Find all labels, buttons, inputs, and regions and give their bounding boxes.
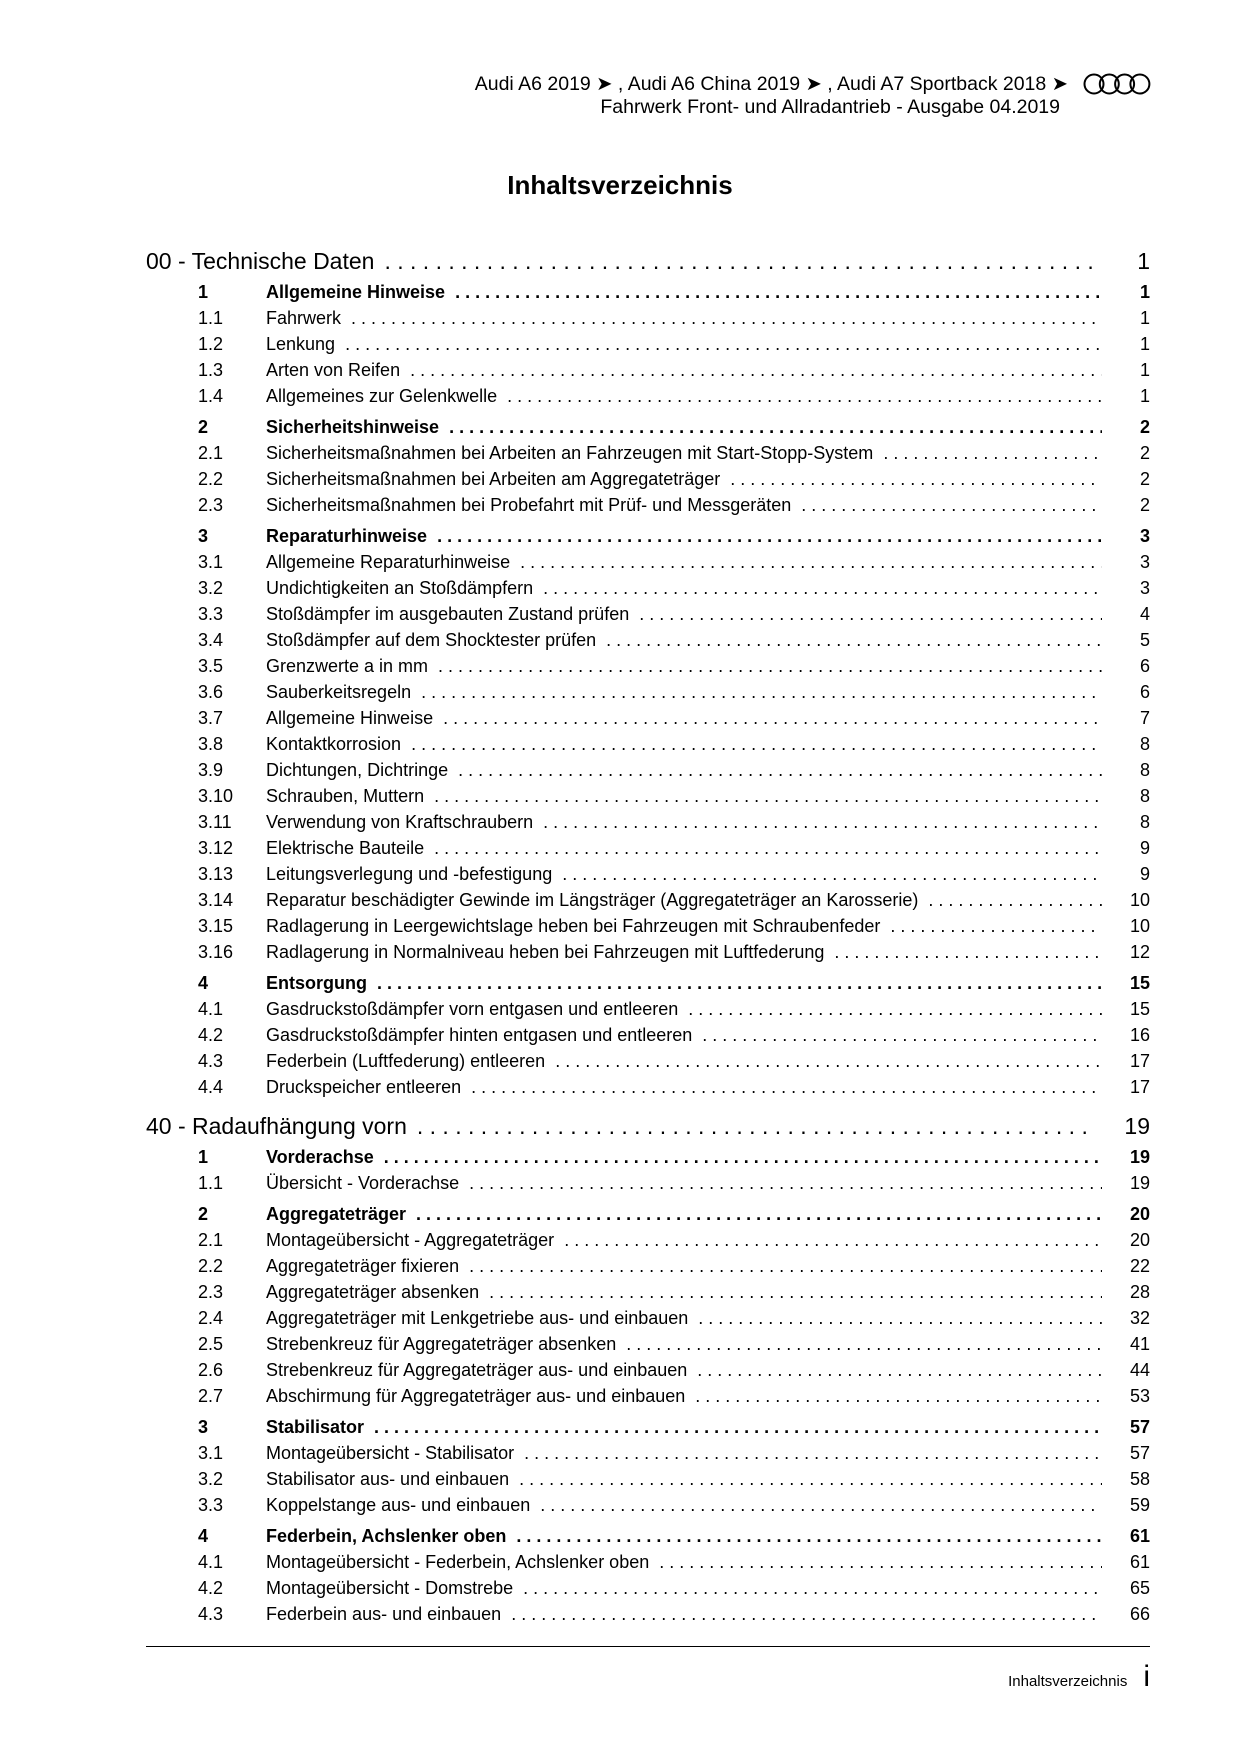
toc-chapter-page: 19: [1124, 1113, 1150, 1139]
toc-subsection-page: 3: [1139, 552, 1150, 572]
toc-section-entry[interactable]: [146, 1201, 1150, 1227]
toc-subsection-number: 3.12: [198, 838, 234, 858]
toc-subsection-page: 2: [1139, 443, 1150, 463]
toc-subsection-page: 6: [1139, 682, 1150, 702]
toc-subsection-page: 12: [1129, 942, 1150, 962]
toc-leader-dots: [455, 279, 1102, 305]
toc-subsection-page: 19: [1129, 1173, 1150, 1193]
toc-subsection-title: Sicherheitsmaßnahmen bei Probefahrt mit Prüf- und Messgeräten: [266, 495, 792, 515]
toc-subsection-title: Montageübersicht - Domstrebe: [266, 1578, 514, 1598]
toc-subsection-number: 2.6: [198, 1360, 224, 1380]
toc-subsection-title: Elektrische Bauteile: [266, 838, 425, 858]
toc-subsection-page: 7: [1139, 708, 1150, 728]
toc-leader-dots: [626, 1331, 1102, 1357]
toc-leader-dots: [520, 549, 1102, 575]
toc-subsection-title: Gasdruckstoßdämpfer hinten entgasen und entleeren: [266, 1025, 693, 1045]
toc-leader-dots: [489, 1279, 1102, 1305]
toc-subsection-title: Stoßdämpfer auf dem Shocktester prüfen: [266, 630, 597, 650]
toc-subsection-page: 59: [1129, 1495, 1150, 1515]
toc-leader-dots: [507, 383, 1102, 409]
toc-subsection-page: 10: [1129, 916, 1150, 936]
toc-subsection-title: Sicherheitsmaßnahmen bei Arbeiten am Aggregateträger: [266, 469, 721, 489]
toc-leader-dots: [562, 861, 1102, 887]
toc-subsection-entry[interactable]: [146, 383, 1150, 409]
toc-section-title: Allgemeine Hinweise: [266, 282, 446, 302]
toc-subsection-page: 1: [1139, 386, 1150, 406]
toc-subsection-number: 4.2: [198, 1578, 224, 1598]
toc-leader-dots: [449, 414, 1102, 440]
toc-section-page: 1: [1139, 282, 1150, 302]
toc-subsection-number: 1.4: [198, 386, 224, 406]
toc-subsection-page: 6: [1139, 656, 1150, 676]
toc-section-number: 1: [198, 1147, 209, 1167]
toc-subsection-page: 1: [1139, 360, 1150, 380]
toc-leader-dots: [437, 523, 1102, 549]
toc-subsection-entry[interactable]: [146, 913, 1150, 939]
toc-subsection-page: 15: [1129, 999, 1150, 1019]
toc-leader-dots: [345, 331, 1102, 357]
toc-section-number: 2: [198, 1204, 209, 1224]
toc-subsection-number: 3.3: [198, 604, 224, 624]
toc-leader-dots: [883, 440, 1102, 466]
toc-subsection-page: 61: [1129, 1552, 1150, 1572]
toc-section-page: 15: [1129, 973, 1150, 993]
toc-section-page: 57: [1129, 1417, 1150, 1437]
toc-subsection-page: 10: [1129, 890, 1150, 910]
toc-subsection-title: Sicherheitsmaßnahmen bei Arbeiten an Fahrzeugen mit Start-Stopp-System: [266, 443, 874, 463]
toc-leader-dots: [890, 913, 1102, 939]
toc-subsection-entry[interactable]: [146, 601, 1150, 627]
toc-chapter-entry[interactable]: [146, 1108, 1150, 1144]
toc-subsection-title: Grenzwerte a in mm: [266, 656, 429, 676]
toc-subsection-title: Abschirmung für Aggregateträger aus- und einbauen: [266, 1386, 686, 1406]
toc-section-page: 19: [1129, 1147, 1150, 1167]
toc-subsection-title: Arten von Reifen: [266, 360, 401, 380]
toc-subsection-title: Gasdruckstoßdämpfer vorn entgasen und entleeren: [266, 999, 679, 1019]
toc-subsection-number: 4.1: [198, 999, 224, 1019]
toc-chapter-entry[interactable]: [146, 243, 1150, 279]
toc-subsection-page: 4: [1139, 604, 1150, 624]
toc-subsection-entry[interactable]: [146, 1253, 1150, 1279]
toc-subsection-number: 2.3: [198, 495, 224, 515]
toc-subsection-page: 1: [1139, 334, 1150, 354]
toc-subsection-number: 3.4: [198, 630, 224, 650]
toc-subsection-entry[interactable]: [146, 1048, 1150, 1074]
toc-leader-dots: [564, 1227, 1102, 1253]
toc-section-title: Reparaturhinweise: [266, 526, 428, 546]
toc-subsection-title: Aggregateträger mit Lenkgetriebe aus- und einbauen: [266, 1308, 689, 1328]
toc-subsection-entry[interactable]: [146, 1575, 1150, 1601]
toc-section-page: 2: [1139, 417, 1150, 437]
toc-subsection-number: 2.3: [198, 1282, 224, 1302]
toc-subsection-title: Übersicht - Vorderachse: [266, 1173, 460, 1193]
toc-subsection-entry[interactable]: [146, 492, 1150, 518]
toc-leader-dots: [377, 970, 1102, 996]
toc-subsection-title: Fahrwerk: [266, 308, 342, 328]
toc-subsection-number: 2.4: [198, 1308, 224, 1328]
toc-subsection-title: Montageübersicht - Aggregateträger: [266, 1230, 555, 1250]
toc-subsection-entry[interactable]: [146, 1022, 1150, 1048]
toc-leader-dots: [523, 1575, 1102, 1601]
toc-leader-dots: [411, 731, 1102, 757]
toc-subsection-page: 32: [1129, 1308, 1150, 1328]
toc-subsection-entry[interactable]: [146, 1227, 1150, 1253]
toc-subsection-page: 8: [1139, 760, 1150, 780]
toc-subsection-entry[interactable]: [146, 357, 1150, 383]
toc-leader-dots: [543, 809, 1102, 835]
toc-subsection-title: Leitungsverlegung und -befestigung: [266, 864, 553, 884]
toc-subsection-page: 9: [1139, 864, 1150, 884]
toc-subsection-title: Kontaktkorrosion: [266, 734, 402, 754]
toc-leader-dots: [469, 1253, 1102, 1279]
toc-subsection-number: 1.3: [198, 360, 224, 380]
toc-subsection-entry[interactable]: [146, 1549, 1150, 1575]
toc-section-entry[interactable]: [146, 523, 1150, 549]
toc-section-title: Stabilisator: [266, 1417, 365, 1437]
toc-section-number: 2: [198, 417, 209, 437]
toc-leader-dots: [351, 305, 1102, 331]
toc-subsection-page: 8: [1139, 786, 1150, 806]
toc-leader-dots: [416, 1201, 1102, 1227]
toc-subsection-title: Druckspeicher entleeren: [266, 1077, 462, 1097]
toc-leader-dots: [438, 653, 1102, 679]
toc-leader-dots: [695, 1383, 1102, 1409]
toc-subsection-entry[interactable]: [146, 305, 1150, 331]
toc-section-number: 3: [198, 1417, 209, 1437]
toc-subsection-entry[interactable]: [146, 1383, 1150, 1409]
toc-subsection-number: 3.2: [198, 1469, 224, 1489]
toc-leader-dots: [417, 1108, 1096, 1144]
toc-subsection-number: 3.10: [198, 786, 234, 806]
toc-section-title: Sicherheitshinweise: [266, 417, 440, 437]
toc-subsection-page: 41: [1129, 1334, 1150, 1354]
toc-subsection-page: 44: [1129, 1360, 1150, 1380]
toc-subsection-number: 2.1: [198, 1230, 224, 1250]
toc-subsection-page: 22: [1129, 1256, 1150, 1276]
toc-leader-dots: [384, 1144, 1102, 1170]
toc-section-number: 4: [198, 1526, 209, 1546]
toc-leader-dots: [702, 1022, 1102, 1048]
toc-chapter-page: 1: [1137, 248, 1150, 274]
toc-subsection-number: 3.14: [198, 890, 234, 910]
toc-subsection-number: 2.7: [198, 1386, 224, 1406]
toc-subsection-number: 1.2: [198, 334, 224, 354]
toc-section-entry[interactable]: [146, 414, 1150, 440]
toc-subsection-number: 3.2: [198, 578, 224, 598]
toc-subsection-number: 2.5: [198, 1334, 224, 1354]
toc-section-page: 61: [1129, 1526, 1150, 1546]
toc-subsection-page: 57: [1129, 1443, 1150, 1463]
toc-subsection-entry[interactable]: [146, 1331, 1150, 1357]
toc-leader-dots: [524, 1440, 1102, 1466]
toc-subsection-title: Sauberkeitsregeln: [266, 682, 412, 702]
toc-leader-dots: [639, 601, 1102, 627]
page-footer: [1008, 1660, 1150, 1694]
toc-subsection-entry[interactable]: [146, 996, 1150, 1022]
toc-subsection-page: 2: [1139, 495, 1150, 515]
footer-label: Inhaltsverzeichnis: [1008, 1673, 1128, 1690]
toc-subsection-title: Radlagerung in Leergewichtslage heben bei Fahrzeugen mit Schraubenfeder: [266, 916, 881, 936]
toc-subsection-entry[interactable]: [146, 1305, 1150, 1331]
toc-chapter-title: 00 - Technische Daten: [146, 248, 375, 274]
toc-subsection-page: 65: [1129, 1578, 1150, 1598]
toc-leader-dots: [928, 887, 1102, 913]
toc-leader-dots: [443, 705, 1102, 731]
toc-subsection-entry[interactable]: [146, 466, 1150, 492]
header-subtitle: Fahrwerk Front- und Allradantrieb - Ausgabe 04.2019: [600, 96, 1060, 118]
toc-subsection-title: Montageübersicht - Federbein, Achslenker oben: [266, 1552, 650, 1572]
toc-subsection-number: 2.2: [198, 1256, 224, 1276]
toc-subsection-page: 17: [1129, 1051, 1150, 1071]
toc-subsection-entry[interactable]: [146, 731, 1150, 757]
toc-subsection-number: 3.7: [198, 708, 224, 728]
toc-subsection-title: Allgemeine Reparaturhinweise: [266, 552, 511, 572]
toc-subsection-page: 58: [1129, 1469, 1150, 1489]
toc-subsection-title: Schrauben, Muttern: [266, 786, 425, 806]
toc-subsection-entry[interactable]: [146, 783, 1150, 809]
toc-subsection-entry[interactable]: [146, 757, 1150, 783]
toc-subsection-number: 3.8: [198, 734, 224, 754]
toc-subsection-entry[interactable]: [146, 549, 1150, 575]
toc-subsection-entry[interactable]: [146, 1466, 1150, 1492]
header-models-row: [475, 72, 1152, 96]
toc-leader-dots: [458, 757, 1102, 783]
toc-section-title: Aggregateträger: [266, 1204, 407, 1224]
header-models: Audi A6 2019 ➤ , Audi A6 China 2019 ➤ , Audi A7 Sportback 2018 ➤: [474, 72, 1068, 95]
toc-leader-dots: [421, 679, 1102, 705]
toc-subsection-entry[interactable]: [146, 809, 1150, 835]
toc-leader-dots: [516, 1523, 1102, 1549]
toc-section-page: 3: [1139, 526, 1150, 546]
toc-subsection-title: Undichtigkeiten an Stoßdämpfern: [266, 578, 534, 598]
toc-section-entry[interactable]: [146, 279, 1150, 305]
toc-section-number: 4: [198, 973, 209, 993]
toc-subsection-number: 4.3: [198, 1051, 224, 1071]
toc-leader-dots: [384, 243, 1096, 279]
toc-subsection-number: 4.3: [198, 1604, 224, 1624]
toc-leader-dots: [730, 466, 1102, 492]
toc-subsection-page: 17: [1129, 1077, 1150, 1097]
toc-subsection-entry[interactable]: [146, 1601, 1150, 1627]
toc-subsection-entry[interactable]: [146, 331, 1150, 357]
toc-leader-dots: [659, 1549, 1102, 1575]
toc-subsection-title: Radlagerung in Normalniveau heben bei Fahrzeugen mit Luftfederung: [266, 942, 825, 962]
toc-subsection-number: 2.1: [198, 443, 224, 463]
toc-subsection-number: 1.1: [198, 308, 224, 328]
toc-leader-dots: [410, 357, 1102, 383]
footer-page-number: i: [1143, 1660, 1150, 1693]
toc-leader-dots: [555, 1048, 1102, 1074]
toc-subsection-page: 66: [1129, 1604, 1150, 1624]
toc-leader-dots: [540, 1492, 1102, 1518]
toc-subsection-number: 3.5: [198, 656, 224, 676]
toc-subsection-entry[interactable]: [146, 1170, 1150, 1196]
toc-leader-dots: [688, 996, 1102, 1022]
toc-subsection-entry[interactable]: [146, 887, 1150, 913]
toc-subsection-title: Stoßdämpfer im ausgebauten Zustand prüfen: [266, 604, 630, 624]
toc-subsection-title: Allgemeine Hinweise: [266, 708, 434, 728]
toc-section-number: 3: [198, 526, 209, 546]
toc-subsection-number: 2.2: [198, 469, 224, 489]
toc-subsection-title: Koppelstange aus- und einbauen: [266, 1495, 531, 1515]
toc-subsection-number: 4.1: [198, 1552, 224, 1572]
toc-subsection-number: 3.11: [198, 812, 232, 832]
toc-leader-dots: [606, 627, 1102, 653]
toc-leader-dots: [834, 939, 1102, 965]
toc-subsection-title: Verwendung von Kraftschraubern: [266, 812, 534, 832]
toc-subsection-entry[interactable]: [146, 653, 1150, 679]
toc-subsection-entry[interactable]: [146, 705, 1150, 731]
toc-subsection-title: Montageübersicht - Stabilisator: [266, 1443, 515, 1463]
toc-subsection-title: Lenkung: [266, 334, 336, 354]
toc-subsection-number: 3.3: [198, 1495, 224, 1515]
toc-section-title: Entsorgung: [266, 973, 367, 993]
toc-subsection-page: 8: [1139, 812, 1150, 832]
toc-subsection-entry[interactable]: [146, 1357, 1150, 1383]
toc-subsection-number: 3.9: [198, 760, 224, 780]
toc-section-entry[interactable]: [146, 970, 1150, 996]
toc-subsection-page: 3: [1139, 578, 1150, 598]
toc-section-entry[interactable]: [146, 1414, 1150, 1440]
toc-section-title: Federbein, Achslenker oben: [266, 1526, 507, 1546]
toc-leader-dots: [697, 1357, 1102, 1383]
toc-subsection-page: 1: [1139, 308, 1150, 328]
audi-rings-logo-icon: [1082, 72, 1152, 96]
toc-subsection-number: 4.2: [198, 1025, 224, 1045]
page-header: [475, 72, 1152, 119]
toc-section-entry[interactable]: [146, 1144, 1150, 1170]
toc-subsection-page: 53: [1129, 1386, 1150, 1406]
toc-subsection-entry[interactable]: [146, 835, 1150, 861]
page-title: Inhaltsverzeichnis: [507, 170, 733, 200]
toc-leader-dots: [434, 783, 1102, 809]
toc-subsection-entry[interactable]: [146, 1074, 1150, 1100]
footer-divider: [146, 1646, 1150, 1647]
toc-section-entry[interactable]: [146, 1523, 1150, 1549]
toc-leader-dots: [698, 1305, 1102, 1331]
toc-leader-dots: [511, 1601, 1102, 1627]
toc-subsection-entry[interactable]: [146, 575, 1150, 601]
toc-subsection-entry[interactable]: [146, 1492, 1150, 1518]
toc-subsection-page: 16: [1129, 1025, 1150, 1045]
toc-subsection-entry[interactable]: [146, 861, 1150, 887]
toc-subsection-title: Strebenkreuz für Aggregateträger absenken: [266, 1334, 617, 1354]
toc-leader-dots: [801, 492, 1102, 518]
toc-subsection-number: 3.6: [198, 682, 224, 702]
toc-subsection-title: Strebenkreuz für Aggregateträger aus- und einbauen: [266, 1360, 688, 1380]
toc-chapter-title: 40 - Radaufhängung vorn: [146, 1113, 407, 1139]
toc-subsection-title: Stabilisator aus- und einbauen: [266, 1469, 510, 1489]
table-of-contents: [146, 243, 1150, 1627]
toc-leader-dots: [374, 1414, 1102, 1440]
toc-section-number: 1: [198, 282, 209, 302]
toc-subsection-page: 2: [1139, 469, 1150, 489]
toc-subsection-title: Federbein (Luftfederung) entleeren: [266, 1051, 546, 1071]
toc-leader-dots: [471, 1074, 1102, 1100]
toc-subsection-number: 3.16: [198, 942, 234, 962]
toc-subsection-number: 3.1: [198, 552, 224, 572]
toc-subsection-entry[interactable]: [146, 440, 1150, 466]
toc-subsection-entry[interactable]: [146, 1440, 1150, 1466]
toc-subsection-title: Federbein aus- und einbauen: [266, 1604, 502, 1624]
toc-section-title: Vorderachse: [266, 1147, 374, 1167]
toc-subsection-title: Aggregateträger absenken: [266, 1282, 480, 1302]
toc-subsection-page: 5: [1139, 630, 1150, 650]
toc-subsection-title: Reparatur beschädigter Gewinde im Längsträger (Aggregateträger an Karosserie): [266, 890, 919, 910]
toc-subsection-title: Dichtungen, Dichtringe: [266, 760, 449, 780]
toc-subsection-page: 28: [1129, 1282, 1150, 1302]
toc-subsection-entry[interactable]: [146, 1279, 1150, 1305]
toc-leader-dots: [543, 575, 1102, 601]
toc-subsection-page: 20: [1129, 1230, 1150, 1250]
toc-subsection-page: 9: [1139, 838, 1150, 858]
toc-subsection-title: Allgemeines zur Gelenkwelle: [266, 386, 498, 406]
toc-subsection-number: 4.4: [198, 1077, 224, 1097]
toc-subsection-entry[interactable]: [146, 679, 1150, 705]
toc-subsection-number: 3.15: [198, 916, 234, 936]
toc-leader-dots: [434, 835, 1102, 861]
toc-subsection-number: 3.1: [198, 1443, 224, 1463]
toc-leader-dots: [519, 1466, 1102, 1492]
toc-leader-dots: [469, 1170, 1102, 1196]
toc-subsection-entry[interactable]: [146, 627, 1150, 653]
toc-subsection-number: 3.13: [198, 864, 234, 884]
toc-subsection-entry[interactable]: [146, 939, 1150, 965]
toc-subsection-title: Aggregateträger fixieren: [266, 1256, 460, 1276]
toc-section-page: 20: [1129, 1204, 1150, 1224]
toc-subsection-page: 8: [1139, 734, 1150, 754]
toc-subsection-number: 1.1: [198, 1173, 224, 1193]
